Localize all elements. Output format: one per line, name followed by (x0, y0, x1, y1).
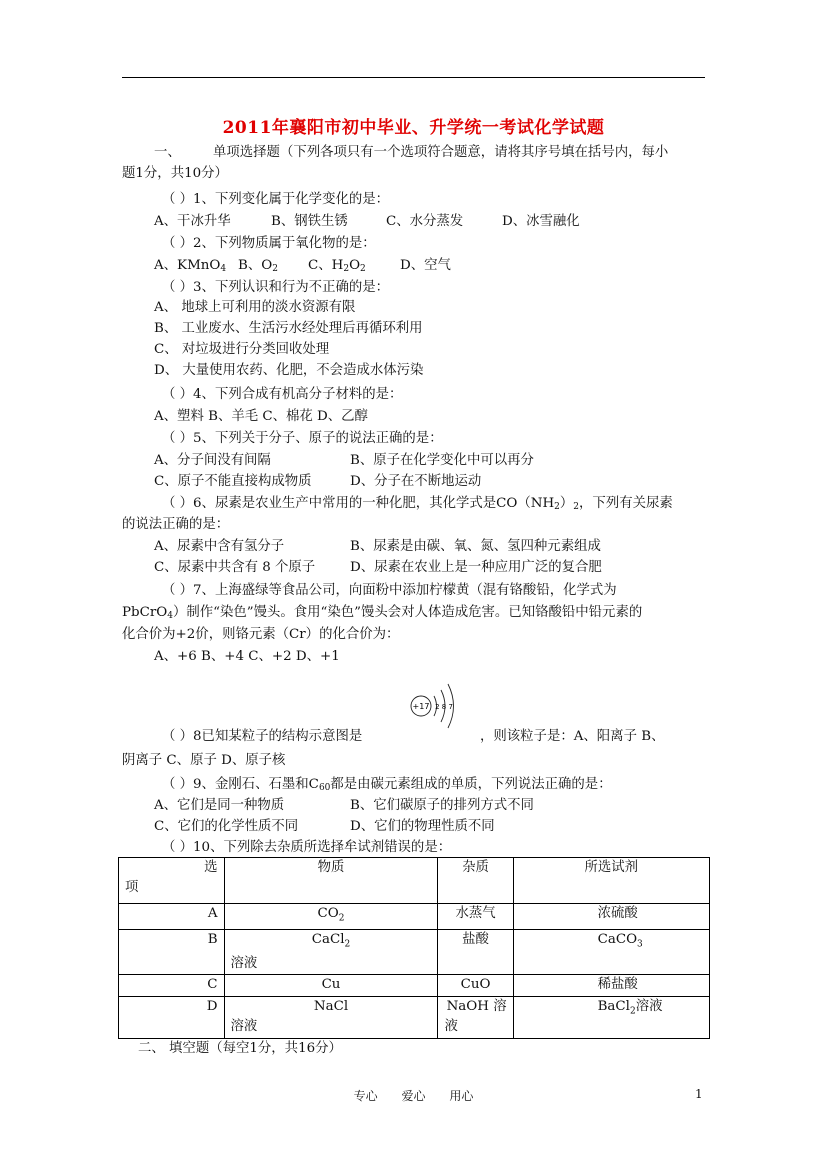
table-row (119, 929, 710, 975)
q1-option-a: A、干冰升华 (154, 214, 231, 229)
header-substance: 物质 (224, 858, 438, 904)
substance-cell: $CO_2$ (224, 904, 438, 930)
q9-option-a: A、它们是同一种物质 (154, 798, 285, 813)
table-row (119, 997, 710, 1039)
atom-structure-diagram (404, 676, 464, 736)
footer-word-1: 专心 (353, 1089, 378, 1103)
option-cell: A (119, 904, 225, 930)
q2-stem: （ ）2、下列物质属于氧化物的是： (162, 236, 376, 251)
q10-table (118, 857, 710, 1039)
q4-options: A、塑料 B、羊毛 C、棉花 D、乙醇 (154, 409, 368, 424)
q2-option-b: B、$O_2$ (238, 258, 278, 274)
q1-stem: （ ）1、下列变化属于化学变化的是： (162, 192, 390, 207)
q1-option-c: C、水分蒸发 (386, 214, 464, 229)
table-header-row (119, 858, 710, 904)
q3-option-a: A、 地球上可利用的淡水资源有限 (154, 300, 356, 315)
q6-option-d: D、尿素在农业上是一种应用广泛的复合肥 (350, 560, 602, 575)
q6-option-c: C、尿素中共含有 8 个原子 (154, 560, 316, 575)
reagent-cell: BaCl$_2$溶液 (513, 997, 709, 1039)
section1-instructions-cont: 题1分，共10分） (122, 166, 228, 181)
nucleus-charge: +17 (412, 702, 430, 711)
q5-option-d: D、分子在不断地运动 (350, 474, 482, 489)
q8-stem-options: ，则该粒子是：A、阳离子 B、 (480, 729, 665, 744)
section1-number: 一、 (154, 145, 181, 160)
q9-option-c: C、它们的化学性质不同 (154, 819, 299, 834)
option-cell: C (119, 975, 225, 997)
q9-option-b: B、它们碳原子的排列方式不同 (350, 798, 534, 813)
impurity-cell: CuO (438, 975, 513, 997)
document-title: 2011年襄阳市初中毕业、升学统一考试化学试题 (222, 118, 605, 138)
section1-instructions: 单项选择题（下列各项只有一个选项符合题意，请将其序号填在括号内，每小 (213, 145, 669, 160)
header-impurity: 杂质 (438, 858, 513, 904)
q7-options: A、+6 B、+4 C、+2 D、+1 (154, 649, 340, 664)
substance-cell: CaCl$_2$ 溶液 (224, 929, 438, 975)
q9-option-d: D、它们的物理性质不同 (350, 819, 495, 834)
header-option: 选 项 (119, 858, 225, 904)
header-rule (122, 77, 705, 78)
table-row (119, 975, 710, 997)
impurity-cell: 水蒸气 (438, 904, 513, 930)
option-cell: D (119, 997, 225, 1039)
table-row (119, 904, 710, 930)
q10-stem: （ ）10、下列除去杂质所选择牟试剂错误的是： (162, 840, 452, 855)
footer-word-2: 爱心 (401, 1089, 426, 1103)
q7-stem-line2: PbCrO$_4$）制作“染色”馒头。食用“染色”馒头会对人体造成危害。已知铬酸铅中铅元素的 (122, 605, 643, 621)
q9-stem: （ ）9、金刚石、石墨和$C_{60}$都是由碳元素组成的单质，下列说法正确的是： (162, 777, 612, 793)
substance-cell: Cu (224, 975, 438, 997)
impurity-cell: 盐酸 (438, 929, 513, 975)
q5-option-a: A、分子间没有间隔 (154, 453, 271, 468)
q6-option-b: B、尿素是由碳、氧、氮、氢四种元素组成 (350, 539, 601, 554)
page-footer (0, 1087, 827, 1104)
option-cell: B (119, 929, 225, 975)
q3-option-c: C、 对垃圾进行分类回收处理 (154, 342, 330, 357)
reagent-cell: 稀盐酸 (513, 975, 709, 997)
q3-option-b: B、 工业废水、生活污水经处理后再循环利用 (154, 321, 423, 336)
reagent-cell: CaCO$_3$ (513, 929, 709, 975)
q2-option-c: C、$H_2O_2$ (308, 258, 366, 274)
q1-option-d: D、冰雪融化 (502, 214, 580, 229)
q5-option-c: C、原子不能直接构成物质 (154, 474, 312, 489)
impurity-cell: NaOH 溶 液 (438, 997, 513, 1039)
page-number: 1 (695, 1087, 703, 1101)
section2-heading: 二、 填空题（每空1分，共16分） (138, 1041, 342, 1056)
q8-stem: （ ）8已知某粒子的结构示意图是 (162, 729, 363, 744)
q6-stem-cont: 的说法正确的是： (122, 517, 230, 532)
footer-word-3: 用心 (449, 1089, 474, 1103)
q3-option-d: D、 大量使用农药、化肥，不会造成水体污染 (154, 363, 424, 378)
q1-option-b: B、钢铁生锈 (271, 214, 348, 229)
q5-stem: （ ）5、下列关于分子、原子的说法正确的是： (162, 431, 443, 446)
substance-cell: NaCl 溶液 (224, 997, 438, 1039)
q2-option-a: A、KMnO$_4$ (154, 258, 227, 274)
q5-option-b: B、原子在化学变化中可以再分 (350, 453, 534, 468)
q8-stem-line2: 阴离子 C、原子 D、原子核 (122, 753, 286, 768)
q7-stem-line3: 化合价为+2价，则铬元素（Cr）的化合价为： (122, 627, 400, 642)
header-reagent: 所选试剂 (513, 858, 709, 904)
q6-option-a: A、尿素中含有氢分子 (154, 539, 285, 554)
q6-stem: （ ）6、尿素是农业生产中常用的一种化肥，其化学式是$CO(NH_2)_2$，下列有关尿素 (162, 496, 673, 512)
q4-stem: （ ）4、下列合成有机高分子材料的是： (162, 387, 403, 402)
reagent-cell: 浓硫酸 (513, 904, 709, 930)
shell-electrons: 2 8 7 (435, 703, 453, 711)
q7-stem: （ ）7、上海盛绿等食品公司，向面粉中添加柠檬黄（混有铬酸铅，化学式为 (162, 583, 617, 598)
q3-stem: （ ）3、下列认识和行为不正确的是： (162, 280, 390, 295)
q2-option-d: D、空气 (400, 258, 451, 273)
